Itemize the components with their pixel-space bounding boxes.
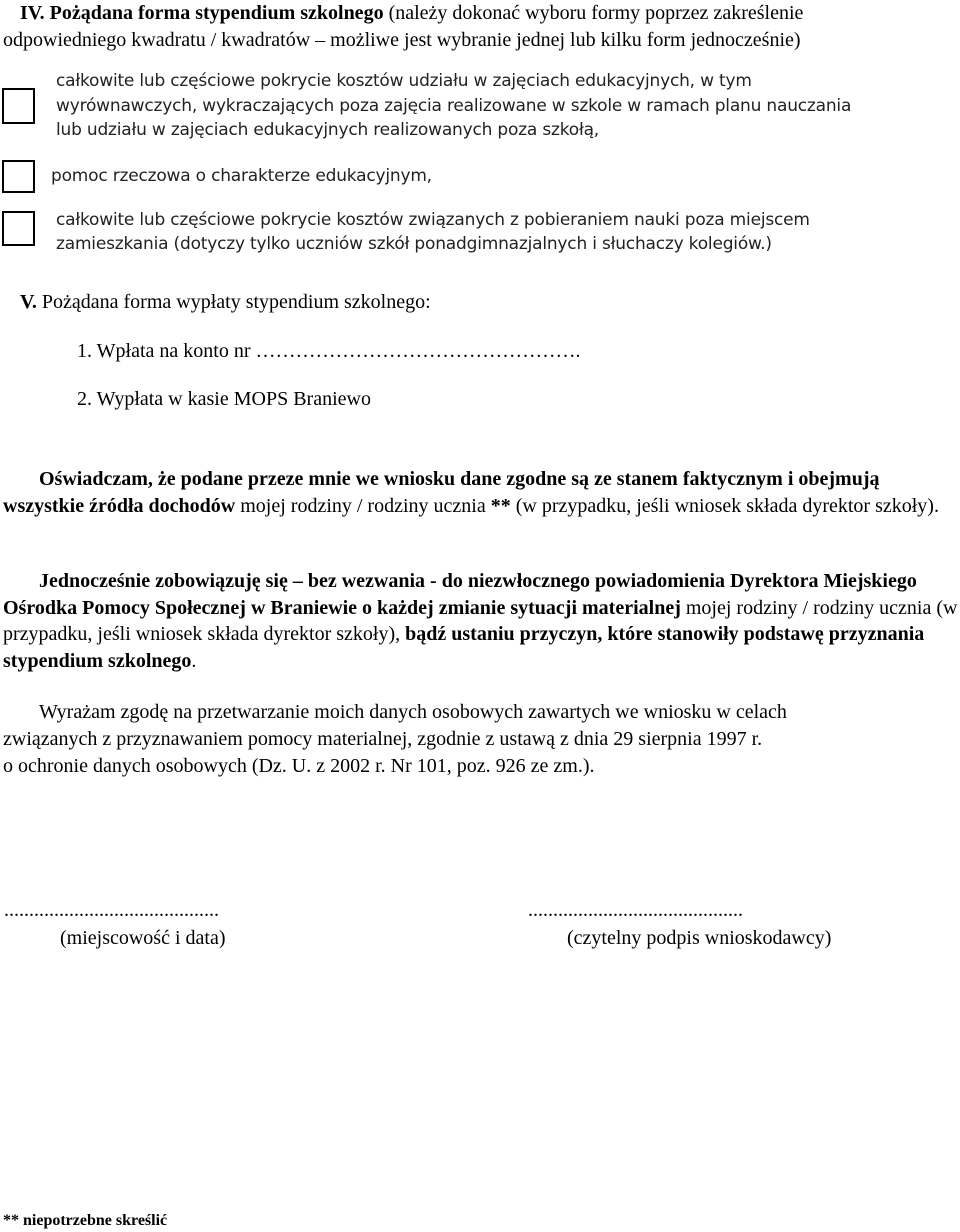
option-2-line1: pomoc rzeczowa o charakterze edukacyjnym, [51, 166, 432, 186]
payment-option-1: 1. Wpłata na konto nr …………………………………………. [77, 340, 581, 362]
section-iv-note-line2: odpowiedniego kwadratu / kwadratów – możliwe jest wybranie jednej lub kilku form jednocześnie) [3, 29, 801, 51]
place-date-dots: ........................................... [4, 899, 219, 921]
consent-line1: Wyrażam zgodę na przetwarzanie moich danych osobowych zawartych we wniosku w celach [39, 701, 787, 723]
option-2-checkbox[interactable] [2, 160, 35, 193]
option-1-checkbox[interactable] [2, 88, 35, 124]
section-v-heading [20, 289, 431, 315]
obligation-bold-text: Jednocześnie zobowiązuję się – bez wezwania - do niezwłocznego powiadomienia Dyrektora Miejskiego Ośrodka Pomocy Społecznej w Braniewie o każdej zmianie sytuacji materialnej [3, 570, 917, 619]
option-1-line2: wyrównawczych, wykraczających poza zajęcia realizowane w szkole w ramach planu nauczania [56, 96, 852, 116]
option-3-line1: całkowite lub częściowe pokrycie kosztów związanych z pobieraniem nauki poza miejscem [56, 210, 810, 230]
payment-option-2: 2. Wypłata w kasie MOPS Braniewo [77, 388, 371, 410]
obligation-statement [3, 568, 958, 674]
declaration-bold-text: Oświadczam, że podane przeze mnie we wniosku dane zgodne są ze stanem faktycznym i obejmują wszystkie źródła dochodów [3, 468, 880, 517]
declaration-statement [3, 466, 958, 519]
section-v-title: Pożądana forma wypłaty stypendium szkolnego: [41, 291, 431, 313]
consent-line3: o ochronie danych osobowych (Dz. U. z 2002 r. Nr 101, poz. 926 ze zm.). [3, 755, 595, 777]
declaration-normal-text: mojej rodziny / rodziny ucznia [235, 494, 491, 517]
declaration-asterisks: ** [490, 494, 511, 517]
obligation-normal-text: mojej rodziny / rodziny ucznia (w przypadku, jeśli wniosek składa dyrektor szkoły), [3, 596, 958, 645]
signature-dots: ........................................... [528, 899, 743, 921]
obligation-bold-text-2: bądź ustaniu przyczyn, które stanowiły podstawę przyznania stypendium szkolnego [3, 623, 925, 672]
section-iv-heading [20, 0, 803, 26]
obligation-normal-text-2: . [191, 649, 197, 672]
place-date-label: (miejscowość i data) [60, 927, 226, 949]
footnote: ** niepotrzebne skreślić [3, 1212, 168, 1229]
section-iv-note-line1: (należy dokonać wyboru formy poprzez zakreślenie [388, 2, 804, 24]
declaration-normal-text-2: (w przypadku, jeśli wniosek składa dyrektor szkoły). [510, 494, 939, 517]
option-1-line1: całkowite lub częściowe pokrycie kosztów udziału w zajęciach edukacyjnych, w tym [56, 71, 752, 91]
section-v-number: V. [20, 291, 37, 313]
consent-line2: związanych z przyznawaniem pomocy materialnej, zgodnie z ustawą z dnia 29 sierpnia 1997 r. [3, 728, 763, 750]
option-3-line2: zamieszkania (dotyczy tylko uczniów szkół ponadgimnazjalnych i słuchaczy kolegiów.) [56, 234, 772, 254]
section-iv-number: IV. [20, 2, 45, 24]
section-iv-title: Pożądana forma stypendium szkolnego [49, 2, 384, 24]
option-1-line3: lub udziału w zajęciach edukacyjnych realizowanych poza szkołą, [56, 120, 600, 140]
signature-label: (czytelny podpis wnioskodawcy) [567, 927, 832, 949]
option-3-checkbox[interactable] [2, 211, 35, 246]
